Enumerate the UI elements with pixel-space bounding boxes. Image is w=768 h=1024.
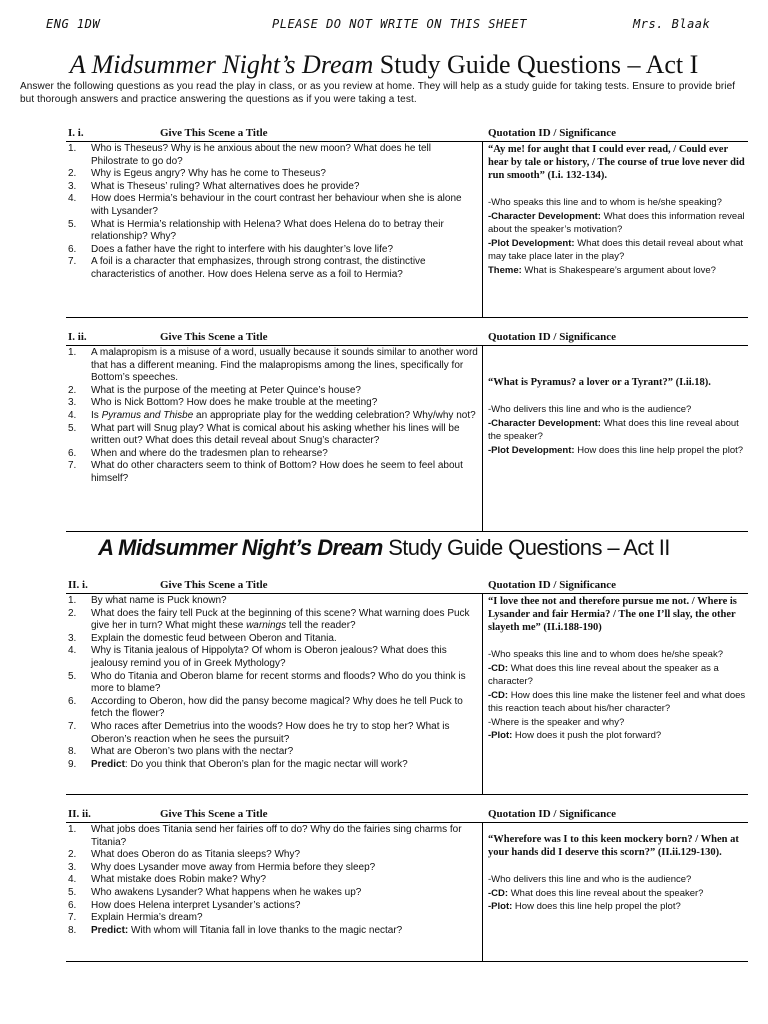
quotation-heading: Quotation ID / Significance (488, 808, 617, 820)
question-item: 6. How does Helena interpret Lysander’s actions? (68, 899, 301, 911)
note-line: -Plot Development: How does this line help propel the plot? (488, 444, 744, 456)
question-item: 6. Does a father have the right to interfere with his daughter’s love life? (68, 243, 394, 255)
quotation-text: “Ay me! for aught that I could ever read, / Could ever hear by tale or history, / The course of true love never did run smooth” (I.i. 132-134). (488, 144, 745, 181)
question-item: 8. Predict: With whom will Titania fall in love thanks to the magic nectar? (68, 924, 403, 936)
question-list (66, 143, 478, 282)
question-item: 5. What is Hermia’s relationship with Helena? What does Helena do to betray their relationship? Why? (68, 218, 444, 243)
question-item: 4. What mistake does Robin make? Why? (68, 874, 267, 886)
note-line: -CD: What does this line reveal about the speaker? (488, 887, 704, 899)
scene-label: I. i. (68, 127, 84, 139)
quotation-text: “What is Pyramus? a lover or a Tyrant?” (I.ii.18). (488, 377, 711, 388)
scene-title-prompt: Give This Scene a Title (160, 579, 268, 591)
question-list (66, 824, 478, 937)
question-item: 1. By what name is Puck known? (68, 595, 227, 606)
question-item: 5. Who awakens Lysander? What happens when he wakes up? (68, 886, 362, 898)
header-notice: PLEASE DO NOT WRITE ON THIS SHEET (272, 17, 527, 31)
question-item: 7. A foil is a character that emphasizes, through strong contrast, the distinctive characteristics of another. How does Helena serve as a foil to Hermia? (68, 256, 426, 280)
question-item: 2. Why is Egeus angry? Why has he come to Theseus? (68, 168, 326, 180)
note-line: -Plot: How does it push the plot forward? (488, 730, 662, 741)
title-rest: Study Guide Questions – Act II (382, 535, 670, 560)
question-item: 5. What part will Snug play? What is comical about his asking whether his lines will be written out? What does this detail reveal about Snug’s character? (68, 422, 460, 447)
play-title-italic: A Midsummer Night’s Dream (98, 535, 383, 560)
note-line: -Who delivers this line and who is the audience? (488, 404, 692, 415)
section-body (66, 142, 748, 318)
scene-title-prompt: Give This Scene a Title (160, 808, 268, 820)
note-line: -CD: What does this line reveal about the speaker as a character? (488, 662, 719, 687)
section-body (66, 594, 748, 795)
quotation-block (488, 143, 746, 277)
question-item: 9. Predict: Do you think that Oberon’s plan for the magic nectar will work? (68, 758, 408, 770)
note-line: -Who delivers this line and who is the audience? (488, 874, 692, 885)
scene-title-prompt: Give This Scene a Title (160, 331, 268, 343)
section-header (66, 807, 748, 823)
section-act1-scene1 (66, 126, 748, 318)
question-item: 1. A malapropism is a misuse of a word, usually because it sounds similar to another word that has a different meaning. Find the malapropisms among the lines, specifically for Bottom’s speeches. (68, 347, 478, 384)
section-act2-scene1 (66, 578, 748, 795)
question-item: 8. What are Oberon’s two plans with the nectar? (68, 746, 294, 758)
quotation-heading: Quotation ID / Significance (488, 127, 617, 139)
course-code: ENG 1DW (46, 17, 101, 31)
question-list (66, 347, 478, 486)
title-rest: Study Guide Questions – Act I (373, 50, 699, 79)
question-list (66, 595, 478, 771)
quotation-heading: Quotation ID / Significance (488, 579, 617, 591)
quotation-heading: Quotation ID / Significance (488, 331, 617, 343)
section-header (66, 330, 748, 346)
page-header (0, 17, 768, 35)
play-title-italic: A Midsummer Night’s Dream (69, 50, 374, 79)
section-act2-scene2 (66, 807, 748, 962)
note-line: -Where is the speaker and why? (488, 716, 625, 728)
note-line: Theme: What is Shakespeare’s argument about love? (488, 264, 716, 276)
quotation-block (488, 376, 746, 457)
question-item: 7. What do other characters seem to think of Bottom? How does he seem to feel about himself? (68, 460, 463, 484)
section-header (66, 126, 748, 142)
question-item: 4. How does Hermia’s behaviour in the court contrast her behaviour when she is alone with Lysander? (68, 193, 462, 217)
note-line: -Plot Development: What does this detail reveal about what may take place later in the play? (488, 237, 744, 262)
note-line: -Character Development: What does this information reveal about the speaker’s motivation? (488, 210, 745, 235)
question-item: 6. According to Oberon, how did the pansy become magical? Why does he tell Puck to fetch the flower? (68, 695, 463, 720)
section-body (66, 346, 748, 532)
question-item: 6. When and where do the tradesmen plan to rehearse? (68, 447, 328, 459)
act1-title (0, 50, 768, 80)
question-item: 3. What is Theseus’ ruling? What alternatives does he provide? (68, 180, 360, 192)
scene-title-prompt: Give This Scene a Title (160, 127, 268, 139)
section-body (66, 823, 748, 962)
instructions: Answer the following questions as you read the play in class, or as you review at home. They will help as a study guide for taking tests. Ensure to provide brief but thorough answers and practice answering the questions as if you were taking a test. (20, 81, 736, 105)
scene-label: II. ii. (68, 808, 91, 820)
act2-title (0, 534, 768, 562)
section-act1-scene2 (66, 330, 748, 532)
note-line: -CD: How does this line make the listener feel and what does this reaction teach about his/her character? (488, 689, 746, 714)
quotation-text: “I love thee not and therefore pursue me not. / Where is Lysander and fair Hermia? / The one I’ll slay, the other slayeth me” (II.i.188-190) (488, 596, 737, 633)
question-item: 7. Explain Hermia’s dream? (68, 912, 203, 924)
question-item: 3. Who is Nick Bottom? How does he make trouble at the meeting? (68, 397, 378, 409)
section-header (66, 578, 748, 594)
scene-label: II. i. (68, 579, 88, 591)
question-item: 1. What jobs does Titania send her fairies off to do? Why do the fairies sing charms for Titania? (68, 824, 462, 848)
question-item: 2. What does Oberon do as Titania sleeps? Why? (68, 849, 301, 861)
question-item: 5. Who do Titania and Oberon blame for recent storms and floods? Who do you think is more to blame? (68, 670, 466, 695)
teacher-name: Mrs. Blaak (633, 17, 711, 31)
question-item: 4. Is Pyramus and Thisbe an appropriate play for the wedding celebration? Why/why not? (68, 409, 476, 421)
note-line: -Plot: How does this line help propel the plot? (488, 901, 681, 912)
question-item: 3. Explain the domestic feud between Oberon and Titania. (68, 632, 337, 644)
scene-label: I. ii. (68, 331, 87, 343)
note-line: -Who speaks this line and to whom does he/she speak? (488, 649, 723, 660)
question-item: 3. Why does Lysander move away from Hermia before they sleep? (68, 861, 376, 873)
quotation-block (488, 595, 746, 743)
question-item: 2. What does the fairy tell Puck at the beginning of this scene? What warning does Puck give her in turn? What might these warnings tell the reader? (68, 607, 470, 632)
question-item: 4. Why is Titania jealous of Hippolyta? Of whom is Oberon jealous? What does this jealousy remind you of in Greek Mythology? (68, 645, 447, 669)
question-item: 7. Who races after Demetrius into the woods? How does he try to stop her? What is Oberon’s reaction when he sees the pursuit? (68, 720, 450, 745)
note-line: -Who speaks this line and to whom is he/she speaking? (488, 197, 722, 208)
quotation-block (488, 833, 746, 914)
question-item: 1. Who is Theseus? Why is he anxious about the new moon? What does he tell Philostrate to go do? (68, 143, 432, 167)
note-line: -Character Development: What does this line reveal about the speaker? (488, 417, 739, 442)
question-item: 2. What is the purpose of the meeting at Peter Quince’s house? (68, 384, 361, 396)
quotation-text: “Wherefore was I to this keen mockery born? / When at your hands did I deserve this scorn?” (II.ii.129-130). (488, 834, 739, 858)
